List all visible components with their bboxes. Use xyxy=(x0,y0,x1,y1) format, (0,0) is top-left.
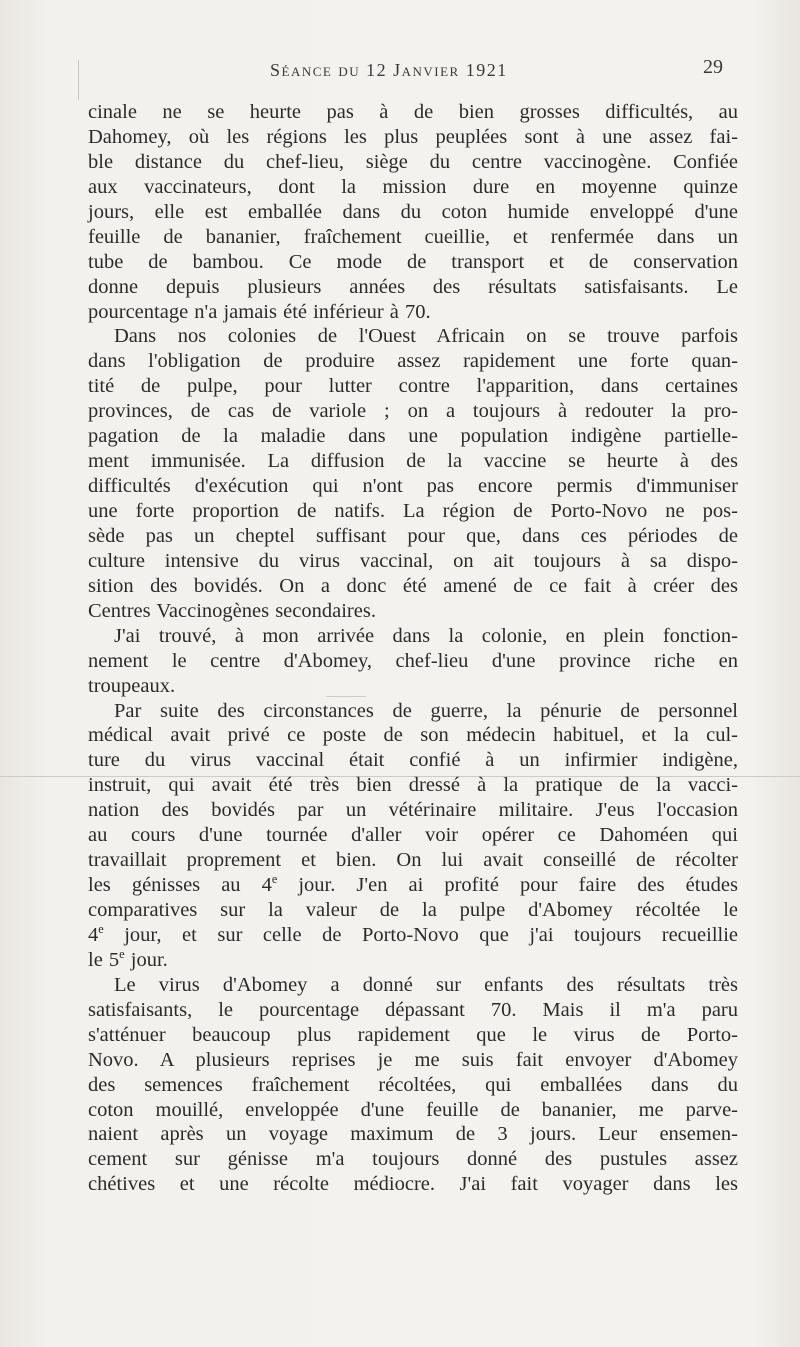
text-line: difficultés d'exécution qui n'ont pas encore permis d'immuniser xyxy=(88,475,738,498)
text-line: naient après un voyage maximum de 3 jours. Leur ensemen- xyxy=(88,1123,738,1146)
text-line: 4e jour, et sur celle de Porto-Novo que j'ai toujours recueillie xyxy=(88,922,738,946)
text-line: Dahomey, où les régions les plus peuplées sont à une assez fai- xyxy=(88,125,738,148)
text-line: coton mouillé, enveloppée d'une feuille de bananier, me parve- xyxy=(88,1098,738,1121)
running-head xyxy=(0,56,800,90)
text-line: Novo. A plusieurs reprises je me suis fait envoyer d'Abomey xyxy=(88,1048,738,1071)
text-line: sède pas un cheptel suffisant pour que, dans ces périodes de xyxy=(88,524,738,547)
text-line: travaillait proprement et bien. On lui avait conseillé de récolter xyxy=(88,849,738,872)
text-line: nation des bovidés par un vétérinaire militaire. J'eus l'occasion xyxy=(88,799,738,822)
text-line: au cours d'une tournée d'aller voir opérer ce Dahoméen qui xyxy=(88,824,738,847)
text-line: ture du virus vaccinal était confié à un infirmier indigène, xyxy=(88,749,738,772)
text-line: tité de pulpe, pour lutter contre l'apparition, dans certaines xyxy=(88,375,738,398)
text-line: Dans nos colonies de l'Ouest Africain on se trouve parfois xyxy=(114,325,738,348)
text-line: donne depuis plusieurs années des résultats satisfaisants. Le xyxy=(88,275,738,298)
text-line: ble distance du chef-lieu, siège du centre vaccinogène. Confiée xyxy=(88,150,738,173)
text-line: J'ai trouvé, à mon arrivée dans la colonie, en plein fonction- xyxy=(114,624,738,647)
text-line: feuille de bananier, fraîchement cueillie, et renfermée dans un xyxy=(88,225,738,248)
text-line: médical avait privé ce poste de son médecin habituel, et la cul- xyxy=(88,724,738,747)
text-line: aux vaccinateurs, dont la mission dure en moyenne quinze xyxy=(88,175,738,198)
text-line: les génisses au 4e jour. J'en ai profité pour faire des études xyxy=(88,872,738,897)
text-line: Le virus d'Abomey a donné sur enfants des résultats très xyxy=(114,973,738,996)
text-line: ment immunisée. La diffusion de la vaccine se heurte à des xyxy=(88,450,738,473)
page-number: 29 xyxy=(703,56,723,78)
text-line: Centres Vaccinogènes secondaires. xyxy=(88,599,376,622)
body-text xyxy=(88,100,738,1197)
text-line: s'atténuer beaucoup plus rapidement que le virus de Porto- xyxy=(88,1023,738,1046)
text-line: Par suite des circonstances de guerre, la pénurie de personnel xyxy=(114,699,738,722)
text-line: culture intensive du virus vaccinal, on ait toujours à sa dispo- xyxy=(88,549,738,572)
text-line: nement le centre d'Abomey, chef-lieu d'une province riche en xyxy=(88,649,738,672)
text-line: jours, elle est emballée dans du coton humide enveloppé d'une xyxy=(88,200,738,223)
text-line: chétives et une récolte médiocre. J'ai fait voyager dans les xyxy=(88,1173,738,1196)
text-line: troupeaux. xyxy=(88,674,176,697)
text-line: instruit, qui avait été très bien dressé à la pratique de la vacci- xyxy=(88,774,738,797)
text-line: satisfaisants, le pourcentage dépassant 70. Mais il m'a paru xyxy=(88,998,738,1021)
running-title: Séance du 12 Janvier 1921 xyxy=(270,60,508,80)
text-line: pagation de la maladie dans une population indigène partielle- xyxy=(88,425,738,448)
text-line: comparatives sur la valeur de la pulpe d'Abomey récoltée le xyxy=(88,899,738,921)
text-line: provinces, de cas de variole ; on a toujours à redouter la pro- xyxy=(88,400,738,423)
text-line: une forte proportion de natifs. La région de Porto-Novo ne pos- xyxy=(88,500,738,522)
text-line: le 5e jour. xyxy=(88,947,168,971)
text-line: tube de bambou. Ce mode de transport et de conservation xyxy=(88,250,738,273)
text-line: dans l'obligation de produire assez rapidement une forte quan- xyxy=(88,350,738,373)
text-line: cement sur génisse m'a toujours donné des pustules assez xyxy=(88,1148,738,1171)
text-line: cinale ne se heurte pas à de bien grosses difficultés, au xyxy=(88,101,738,123)
text-line: des semences fraîchement récoltées, qui emballées dans du xyxy=(88,1073,738,1096)
text-line: pourcentage n'a jamais été inférieur à 70. xyxy=(88,300,431,323)
text-line: sition des bovidés. On a donc été amené de ce fait à créer des xyxy=(88,574,738,597)
